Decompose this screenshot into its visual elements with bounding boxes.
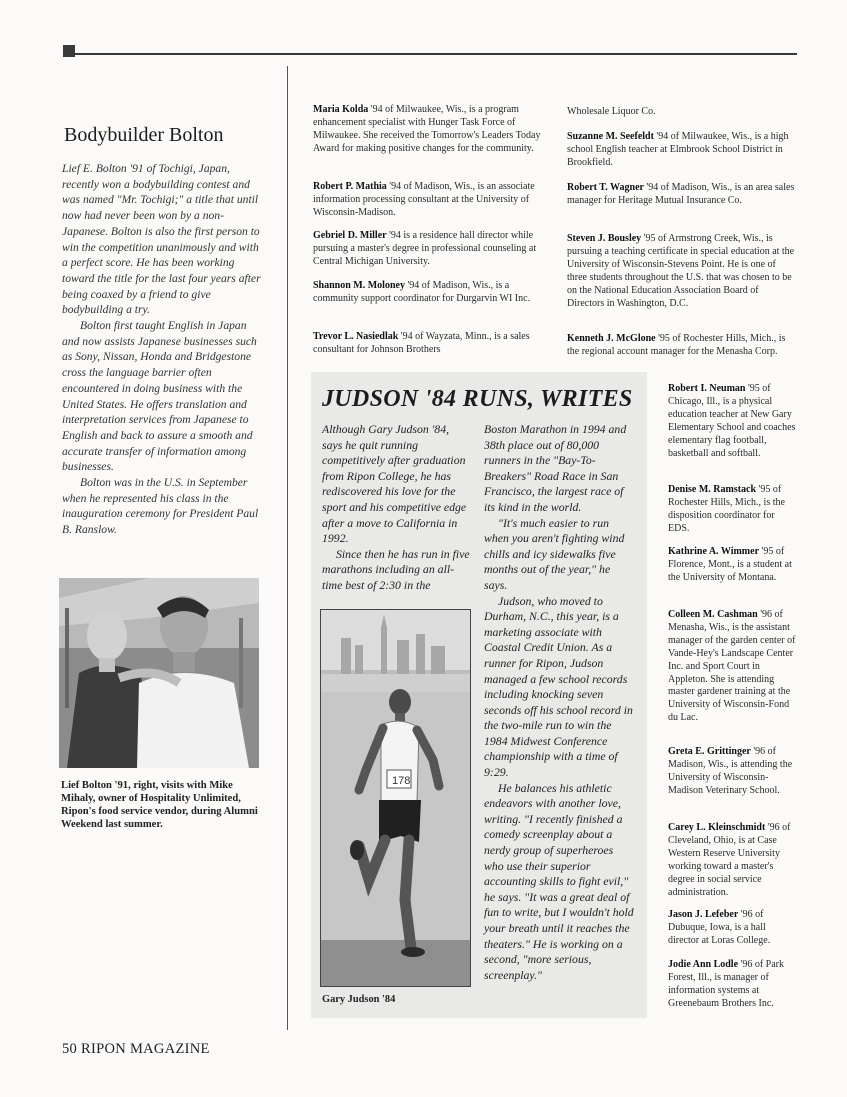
bolton-photo-caption: Lief Bolton '91, right, visits with Mike Mihaly, owner of Hospitality Unlimited, Ripon's food service vendor, during Alumni Weekend last summer. [61, 780, 258, 830]
judson-photo-image [321, 610, 470, 986]
note-text: '95 of Rochester Hills, Mich., is the regional account manager for the Menasha Corp. [567, 333, 786, 357]
note-text: '96 of Madison, Wis., is attending the University of Wisconsin-Madison Veterinary School. [668, 746, 793, 796]
note-text: '96 of Dubuque, Iowa, is a hall director at Loras College. [668, 909, 771, 946]
feature-headline: Bodybuilder Bolton [64, 124, 224, 146]
note-name: Robert T. Wagner [567, 182, 644, 193]
bib-number: 178 [392, 775, 411, 787]
class-note [567, 131, 795, 170]
note-text: '95 of Armstrong Creek, Wis., is pursuing a teaching certificate in special education at the University of Wisconsin-Stevens Point. He is one of three students throughout the U.S. that was chosen to be on the National Education Association Board of Directors in Washington, D.C. [567, 233, 795, 309]
note-text: '95 of Chicago, Ill., is a physical education teacher at New Gary Elementary School and coaches elementary flag football, basketball and softball. [668, 383, 796, 459]
note-name: Maria Kolda [313, 104, 369, 115]
class-note [668, 909, 796, 948]
class-note [313, 181, 545, 220]
judson-photo [320, 609, 471, 987]
note-text: '95 of Rochester Hills, Mich., is the disposition coordinator for EDS. [668, 484, 785, 534]
note-text: '94 of Milwaukee, Wis., is a high school English teacher at Elmbrook School District in Brookfield. [567, 131, 789, 168]
sidebar-paragraph: Since then he has run in five marathons including an all-time best of 2:30 in the [322, 546, 470, 592]
note-name: Steven J. Bousley [567, 233, 642, 244]
sidebar-left-column [322, 422, 472, 594]
sidebar-title: JUDSON '84 RUNS, WRITES [322, 386, 633, 412]
note-name: Robert P. Mathia [313, 181, 387, 192]
sidebar-paragraph: Boston Marathon in 1994 and 38th place out of 80,000 runners in the "Bay-To-Breakers" Road Race in San Francisco, the largest race of its kind in the world. [484, 422, 627, 514]
class-note [313, 280, 545, 306]
class-note [668, 484, 796, 536]
bolton-photo-image [59, 578, 259, 768]
sidebar-right-column [484, 422, 634, 983]
class-note [567, 106, 795, 119]
note-name: Jodie Ann Lodle [668, 959, 739, 970]
note-text: '94 of Milwaukee, Wis., is a program enhancement specialist with Hunger Task Force of Milwaukee. She received the Tomorrow's Leaders Today Award for making positive changes for the community. [313, 104, 541, 154]
note-text: '94 is a residence hall director while pursuing a master's degree in professional counseling at Central Michigan University. [313, 230, 537, 267]
note-name: Suzanne M. Seefeldt [567, 131, 654, 142]
note-name: Robert I. Neuman [668, 383, 746, 394]
feature-story [62, 161, 262, 538]
note-name: Gebriel D. Miller [313, 230, 387, 241]
judson-photo-caption: Gary Judson '84 [322, 994, 396, 1005]
note-text: '96 of Park Forest, Ill., is manager of information systems at Greenebaum Brothers Inc. [668, 959, 784, 1009]
note-name: Shannon M. Moloney [313, 280, 405, 291]
class-note [567, 182, 795, 208]
note-name: Trevor L. Nasiedlak [313, 331, 399, 342]
header-rule-line [75, 53, 797, 55]
note-text: '94 of Madison, Wis., is an area sales manager for Heritage Mutual Insurance Co. [567, 182, 795, 206]
note-name: Jason J. Lefeber [668, 909, 739, 920]
sidebar-paragraph: Although Gary Judson '84, says he quit running competitively after graduation from Ripon College, he has rediscovered his love for the sport and his competitive edge after a move to California in 1992. [322, 422, 467, 546]
note-text: '96 of Menasha, Wis., is the assistant manager of the garden center of Vande-Hey's Landscape Center Inc. and Sport Court in Appleton. She is attending master gardener training at the University of Wisconsin-Fond du Lac. [668, 609, 796, 724]
note-name: Carey L. Kleinschmidt [668, 822, 766, 833]
class-note [313, 230, 545, 269]
page-footer: 50 RIPON MAGAZINE [62, 1041, 210, 1057]
note-name: Greta E. Grittinger [668, 746, 751, 757]
class-note [668, 959, 796, 1011]
header-rule-block [63, 45, 75, 57]
column-divider [287, 66, 288, 1030]
note-text: Wholesale Liquor Co. [567, 106, 656, 117]
class-note [313, 331, 545, 357]
note-text: '96 of Cleveland, Ohio, is at Case Western Reserve University working toward a master's degree in social service administration. [668, 822, 791, 898]
class-note [313, 104, 545, 156]
class-note [668, 546, 796, 585]
sidebar-paragraph: Judson, who moved to Durham, N.C., this year, is a marketing associate with Coastal Credit Union. As a runner for Ripon, Judson managed a few school records including knocking seven seconds off his school record in the two-mile run to win the 1984 Midwest Conference championship with a time of 9:29. [484, 593, 633, 780]
feature-paragraph: Lief E. Bolton '91 of Tochigi, Japan, recently won a bodybuilding contest and was named "Mr. Tochigi;" a title that until now had never been won by a non-Japanese. Bolton is also the first person to win the competition unanimously and with a perfect score. He has been working toward the title for the last four years after being coaxed by a friend to give bodybuilding a try. [62, 162, 261, 317]
sidebar-paragraph: He balances his athletic endeavors with another love, writing. "I recently finished a comedy screenplay about a nerdy group of superheroes who use their superior accounting skills to fight evil," he says. "It was a great deal of fun to write, but I wouldn't hold your breath until it reaches the theaters." He is working on a second, "more serious, screenplay." [484, 780, 634, 982]
class-note [668, 383, 796, 460]
note-name: Colleen M. Cashman [668, 609, 758, 620]
sidebar-paragraph: "It's much easier to run when you aren't fighting wind chills and icy sidewalks five months out of the year," he says. [484, 515, 625, 592]
class-note [668, 822, 796, 899]
class-note [567, 333, 795, 359]
class-note [567, 233, 795, 310]
bolton-photo [59, 578, 259, 768]
class-note [668, 746, 796, 798]
note-name: Denise M. Ramstack [668, 484, 757, 495]
note-text: '94 of Madison, Wis., is an associate information processing consultant at the University of Wisconsin-Madison. [313, 181, 535, 218]
note-name: Kathrine A. Wimmer [668, 546, 760, 557]
note-text: '94 of Madison, Wis., is a community support coordinator for Durgarvin WI Inc. [313, 280, 531, 304]
feature-paragraph: Bolton first taught English in Japan and now assists Japanese businesses such as Sony, Nissan, Honda and Bridgestone cross the language barrier often encountered in doing business with the United States. He offers translation and interpretation services from Japanese to English and back to assure a smooth and accurate transfer of information among businesses. [62, 319, 257, 474]
feature-paragraph: Bolton was in the U.S. in September when he represented his class in the inauguration ceremony for President Paul B. Ranslow. [62, 476, 259, 537]
note-name: Kenneth J. McGlone [567, 333, 656, 344]
note-text: '95 of Florence, Mont., is a student at the University of Montana. [668, 546, 792, 583]
class-note [668, 609, 796, 725]
note-text: '94 of Wayzata, Minn., is a sales consultant for Johnson Brothers [313, 331, 530, 355]
